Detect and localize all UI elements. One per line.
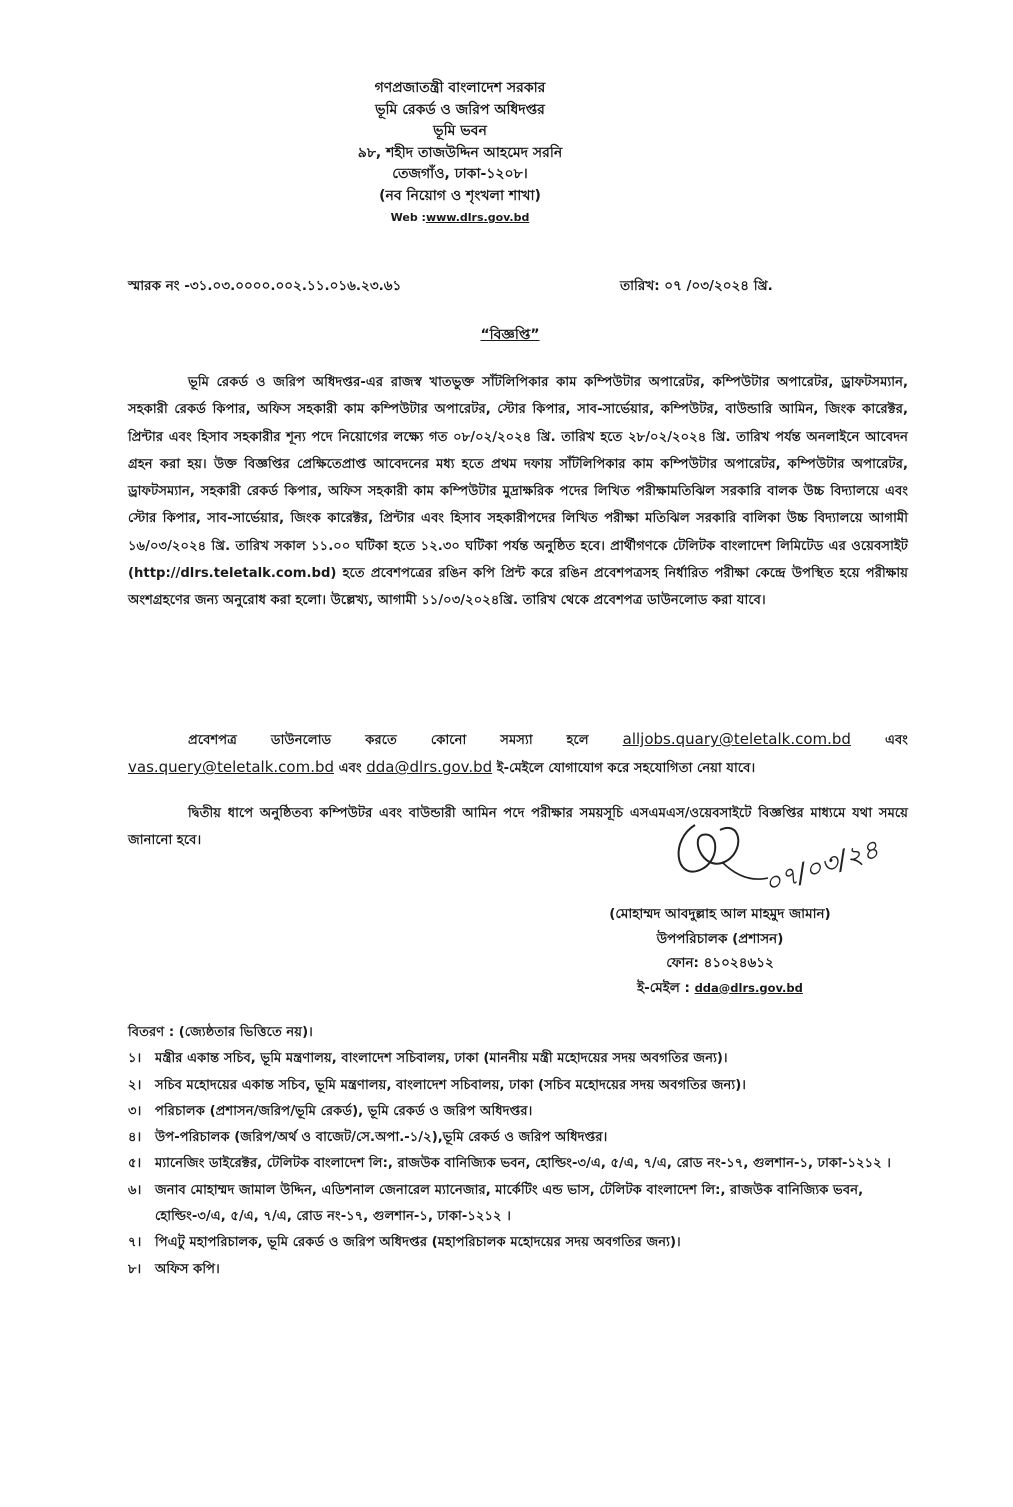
- distribution-item: [128, 1125, 908, 1151]
- header-city: তেজগাঁও, ঢাকা-১২০৮।: [392, 166, 528, 182]
- para2-text-b: এবং: [884, 733, 908, 748]
- distribution-item: [128, 1230, 908, 1256]
- item-text: জনাব মোহাম্মদ জামাল উদ্দিন, এডিশনাল জেনারেল ম্যানেজার, মার্কেটিং এন্ড ভাস, টেলিটক বাংলাদেশ লি:, রাজউক বানিজ্যিক ভবন, হোল্ডিং-৩/এ, ৫/এ, ৭/এ, রোড নং-১৭, গুলশান-১, ঢাকা-১২১২ ।: [155, 1182, 864, 1225]
- signer-block: [560, 902, 880, 1000]
- para2-text-c: এবং: [338, 761, 362, 777]
- header-section: (নব নিয়োগ ও শৃংখলা শাখা): [379, 187, 541, 204]
- item-text: সচিব মহোদয়ের একান্ত সচিব, ভূমি মন্ত্রণালয়, বাংলাদেশ সচিবালয়, ঢাকা (সচিব মহোদয়ের সদয় অবগতির জন্য)।: [155, 1077, 746, 1093]
- email-link-dda[interactable]: dda@dlrs.gov.bd: [366, 758, 493, 777]
- header-department: ভূমি রেকর্ড ও জরিপ অধিদপ্তর: [375, 101, 545, 118]
- distribution-item: [128, 1178, 908, 1231]
- item-number: ৬।: [128, 1182, 142, 1198]
- para2-text-d: ই-মেইলে যোগাযোগ করে সহযোগিতা নেয়া যাবে।: [496, 761, 756, 777]
- item-number: ৪।: [128, 1130, 142, 1146]
- para2-text-a: প্রবেশপত্র ডাউনলোড করতে কোনো সমস্যা হলে: [188, 733, 589, 748]
- signer-phone: ফোন: ৪১০২৪৬১২: [666, 955, 774, 971]
- signer-email-row: [560, 976, 880, 1001]
- item-number: ৮।: [128, 1261, 142, 1277]
- item-text: পরিচালক (প্রশাসন/জরিপ/ভূমি রেকর্ড), ভূমি রেকর্ড ও জরিপ অধিদপ্তর।: [155, 1103, 533, 1119]
- signature-image: [650, 800, 900, 910]
- item-text: ম্যানেজিং ডাইরেক্টর, টেলিটক বাংলাদেশ লি:, রাজউক বানিজ্যিক ভবন, হোল্ডিং-৩/এ, ৫/এ, ৭/এ, রোড নং-১৭, গুলশান-১, ঢাকা-১২১২ ।: [155, 1156, 892, 1172]
- memo-date: তারিখ: ০৭ /০৩/২০২৪ খ্রি.: [620, 278, 773, 294]
- item-number: ৩।: [128, 1103, 142, 1119]
- distribution-item: [128, 1151, 908, 1177]
- header-web: [300, 207, 620, 229]
- svg-text:০৭/০৩/২৪: ০৭/০৩/২৪: [760, 834, 883, 900]
- header-building: ভূমি ভবন: [433, 123, 487, 139]
- signer-email-label: ই-মেইল :: [637, 979, 690, 996]
- header-government: গণপ্রজাতন্ত্রী বাংলাদেশ সরকার: [374, 80, 546, 96]
- item-text: অফিস কপি।: [155, 1261, 220, 1277]
- signer-email-link[interactable]: dda@dlrs.gov.bd: [694, 980, 803, 995]
- letterhead: [300, 78, 620, 229]
- item-number: ১।: [128, 1051, 142, 1067]
- web-label: Web :: [390, 211, 426, 224]
- item-number: ৫।: [128, 1156, 142, 1172]
- item-text: মন্ত্রীর একান্ত সচিব, ভূমি মন্ত্রণালয়, বাংলাদেশ সচিবালয়, ঢাকা (মাননীয় মন্ত্রী মহোদয়ের সদয় অবগতির জন্য)।: [155, 1051, 728, 1067]
- signer-name: (মোহাম্মদ আবদুল্লাহ আল মাহমুদ জামান): [609, 906, 831, 922]
- email-link-vas[interactable]: vas.query@teletalk.com.bd: [128, 758, 335, 777]
- body-paragraph-1: ভূমি রেকর্ড ও জরিপ অধিদপ্তর-এর রাজস্ব খাতভুক্ত সাঁটলিপিকার কাম কম্পিউটার অপারেটর, কম্পিউটার অপারেটর, ড্রাফটসম্যান, সহকারী রেকর্ড কিপার, অফিস সহকারী কাম কম্পিউটার অপারেটর, স্টোর কিপার, সাব-সার্ভেয়ার, কম্পিউটর, বাউন্ডারি আমিন, জিংক কারেক্টর, প্রিন্টার এবং হিসাব সহকারীর শূন্য পদে নিয়োগের লক্ষ্যে গত ০৮/০২/২০২৪ খ্রি. তারিখ হতে ২৮/০২/২০২৪ খ্রি. তারিখ পর্যন্ত অনলাইনে আবেদন গ্রহন করা হয়। উক্ত বিজ্ঞপ্তির প্রেক্ষিতেপ্রাপ্ত আবেদনের মধ্য হতে প্রথম দফায় সাঁটলিপিকার কাম কম্পিউটার অপারেটর, কম্পিউটার অপারেটর, ড্রাফটসম্যান, সহকারী রেকর্ড কিপার, অফিস সহকারী কাম কম্পিউটার মুদ্রাক্ষরিক পদের লিখিত পরীক্ষামতিঝিল সরকারি বালক উচ্চ বিদ্যালয়ে এবং স্টোর কিপার, সাব-সার্ভেয়ার, জিংক কারেক্টর, প্রিন্টার এবং হিসাব সহকারীপদের লিখিত পরীক্ষা মতিঝিল সরকারি বালিকা উচ্চ বিদ্যালয়ে আগামী ১৬/০৩/২০২৪ খ্রি. তারিখ সকাল ১১.০০ ঘটিকা হতে ১২.৩০ ঘটিকা পর্যন্ত অনুষ্ঠিত হবে। প্রার্থীগণকে টেলিটক বাংলাদেশ লিমিটেড এর ওয়েবসাইট (http://dlrs.teletalk.com.bd) হতে প্রবেশপত্রের রঙিন কপি প্রিন্ট করে রঙিন প্রবেশপত্রসহ নির্ধারিত পরীক্ষা কেন্দ্রে উপস্থিত হয়ে পরীক্ষায় অংশগ্রহণের জন্য অনুরোধ করা হলো। উল্লেখ্য, আগামী ১১/০৩/২০২৪খ্রি. তারিখ থেকে প্রবেশপত্র ডাউনলোড করা যাবে।: [128, 375, 908, 609]
- distribution-list: [128, 1020, 908, 1283]
- item-number: ২।: [128, 1077, 142, 1093]
- notice-title: “বিজ্ঞপ্তি”: [480, 327, 540, 343]
- header-street: ৯৮, শহীদ তাজউদ্দিন আহমেদ সরনি: [357, 144, 563, 161]
- distribution-item: [128, 1046, 908, 1072]
- distribution-heading: বিতরণ : (জ্যেষ্ঠতার ভিত্তিতে নয়)।: [128, 1025, 313, 1040]
- web-link[interactable]: www.dlrs.gov.bd: [425, 211, 530, 224]
- item-number: ৭।: [128, 1235, 142, 1251]
- item-text: পিএটু মহাপরিচালক, ভূমি রেকর্ড ও জরিপ অধিদপ্তর (মহাপরিচালক মহোদয়ের সদয় অবগতির জন্য)।: [155, 1235, 681, 1251]
- memo-number: স্মারক নং -৩১.০৩.০০০০.০০২.১১.০১৬.২৩.৬১: [128, 278, 402, 294]
- body-paragraph-3: দ্বিতীয় ধাপে অনুষ্ঠিতব্য কম্পিউটর এবং বাউন্ডারী আমিন পদে পরীক্ষার সময়সূচি এসএমএস/ওয়েবসাইটে বিজ্ঞপ্তির মাধ্যমে যথা সময়ে জানানো হবে।: [128, 806, 908, 849]
- email-link-alljobs[interactable]: alljobs.quary@teletalk.com.bd: [622, 730, 851, 748]
- distribution-item: [128, 1073, 908, 1099]
- body-paragraph-2: [128, 726, 908, 783]
- item-text: উপ-পরিচালক (জরিপ/অর্থ ও বাজেট/সে.অপা.-১/২),ভূমি রেকর্ড ও জরিপ অধিদপ্তর।: [155, 1130, 608, 1146]
- distribution-item: [128, 1099, 908, 1125]
- signer-title: উপপরিচালক (প্রশাসন): [656, 930, 784, 947]
- distribution-item: [128, 1257, 908, 1283]
